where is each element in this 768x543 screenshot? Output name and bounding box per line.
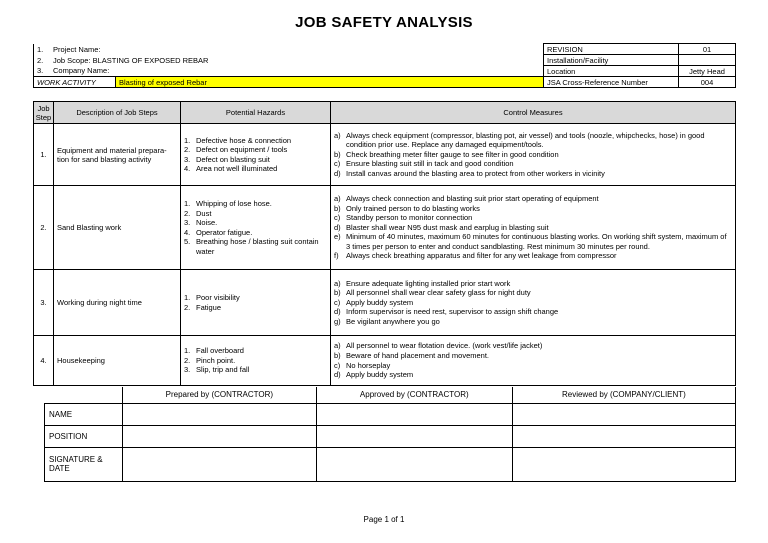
col-hazards: Potential Hazards [181, 102, 331, 124]
control-letter: d) [334, 222, 341, 232]
control-letter: g) [334, 316, 341, 326]
page-title: JOB SAFETY ANALYSIS [295, 14, 473, 31]
step-controls [331, 186, 736, 270]
header-row-number: 3. [37, 66, 44, 76]
control-list [334, 279, 732, 327]
control-text: Always check connection and blasting suit prior start operating of equipment [346, 193, 599, 203]
hazard-text: Dust [196, 208, 212, 218]
step-number: 1. [34, 124, 54, 186]
hazard-list [184, 136, 327, 174]
position-row-label: POSITION [45, 425, 123, 447]
jsa-ref-value: 004 [679, 77, 736, 88]
hazard-number: 1. [184, 293, 191, 302]
control-text: Blaster shall wear N95 dust mask and earplug in blasting suit [346, 222, 549, 232]
control-item [334, 204, 732, 214]
header-row-3 [34, 66, 544, 77]
step-number: 4. [34, 336, 54, 386]
control-text: Inform supervisor is need rest, supervisor to assign shift change [346, 307, 559, 317]
col-job-step: Job Step [34, 102, 54, 124]
job-step-row [34, 270, 736, 336]
project-name-label: Project Name: [53, 44, 101, 54]
hazard-number: 4. [184, 227, 191, 237]
job-scope-label: Job Scope: BLASTING OF EXPOSED REBAR [53, 55, 209, 65]
signoff-table [44, 387, 736, 482]
company-name-label: Company Name: [53, 66, 110, 76]
hazard-number: 4. [184, 164, 191, 173]
job-steps-body [34, 124, 736, 386]
control-text: Apply buddy system [346, 297, 414, 307]
control-item [334, 307, 732, 317]
hazard-text: Slip, trip and fall [196, 365, 250, 375]
control-letter: c) [334, 297, 341, 307]
hazard-text: Fall overboard [196, 346, 244, 356]
hazard-item [184, 346, 327, 356]
step-number: 3. [34, 270, 54, 336]
reviewed-position-cell[interactable] [512, 425, 735, 447]
signoff-corner [45, 387, 123, 403]
control-letter: d) [334, 168, 341, 178]
control-letter: a) [334, 341, 341, 351]
hazard-number: 1. [184, 199, 191, 208]
hazard-item [184, 237, 327, 256]
header-row-number: 1. [37, 44, 44, 54]
hazard-text: Whipping of lose hose. [196, 199, 272, 208]
control-letter: c) [334, 360, 341, 370]
hazard-list [184, 293, 327, 312]
work-activity-value: Blasting of exposed Rebar [116, 77, 544, 88]
control-item [334, 251, 732, 261]
step-hazards [181, 270, 331, 336]
control-item [334, 232, 732, 251]
hazard-text: Poor visibility [196, 293, 240, 302]
control-item [334, 194, 732, 204]
control-letter: b) [334, 288, 341, 298]
jsa-ref-label: JSA Cross-Reference Number [544, 77, 679, 88]
reviewed-signature-cell[interactable] [512, 447, 735, 481]
job-step-row [34, 186, 736, 270]
hazard-number: 3. [184, 154, 191, 164]
control-letter: b) [334, 203, 341, 213]
control-item [334, 351, 732, 361]
step-description: Sand Blasting work [54, 186, 181, 270]
hazard-item [184, 303, 327, 313]
hazard-list [184, 346, 327, 375]
hazard-list [184, 199, 327, 256]
control-text: Always check breathing apparatus and filter for any wet leakage from compressor [346, 251, 617, 261]
col-description: Description of Job Steps [54, 102, 181, 124]
step-hazards [181, 186, 331, 270]
control-item [334, 341, 732, 351]
approved-position-cell[interactable] [316, 425, 512, 447]
control-letter: a) [334, 193, 341, 203]
step-hazards [181, 336, 331, 386]
control-text: Only trained person to do blasting works [346, 203, 480, 213]
step-controls [331, 270, 736, 336]
reviewed-name-cell[interactable] [512, 403, 735, 425]
control-letter: c) [334, 213, 341, 223]
location-value: Jetty Head [679, 66, 736, 77]
hazard-text: Fatigue [196, 302, 222, 312]
hazard-item [184, 218, 327, 228]
control-letter: c) [334, 159, 341, 169]
approved-signature-cell[interactable] [316, 447, 512, 481]
prepared-by-header: Prepared by (CONTRACTOR) [123, 387, 317, 403]
control-item [334, 279, 732, 289]
project-info-table [33, 43, 736, 88]
hazard-text: Breathing hose / blasting suit contain water [196, 237, 319, 256]
hazard-number: 2. [184, 302, 191, 312]
hazard-item [184, 209, 327, 219]
header-row-1 [34, 44, 544, 55]
revision-label: REVISION [544, 44, 679, 55]
hazard-item [184, 293, 327, 303]
hazard-text: Defective hose & connection [196, 135, 292, 145]
control-letter: a) [334, 130, 341, 140]
job-step-row [34, 336, 736, 386]
hazard-text: Noise. [196, 218, 218, 227]
control-list [334, 341, 732, 379]
hazard-item [184, 164, 327, 174]
hazard-item [184, 145, 327, 155]
hazard-number: 3. [184, 218, 191, 227]
step-controls [331, 336, 736, 386]
hazard-item [184, 228, 327, 238]
step-description: Working during night time [54, 270, 181, 336]
control-item [334, 317, 732, 327]
hazard-number: 2. [184, 355, 191, 365]
step-controls [331, 124, 736, 186]
step-number: 2. [34, 186, 54, 270]
control-item [334, 223, 732, 233]
control-item [334, 169, 732, 179]
job-steps-table [33, 101, 736, 386]
control-letter: d) [334, 307, 341, 317]
control-text: Ensure blasting suit still in tack and good condition [346, 159, 514, 169]
control-text: Be vigilant anywhere you go [346, 316, 440, 326]
hazard-number: 1. [184, 346, 191, 356]
header-row-number: 2. [37, 55, 44, 65]
facility-label: Installation/Facility [544, 55, 679, 66]
control-item [334, 150, 732, 160]
hazard-item [184, 356, 327, 366]
approved-by-header: Approved by (CONTRACTOR) [316, 387, 512, 403]
hazard-number: 1. [184, 135, 191, 145]
control-text: Minimum of 40 minutes, maximum 60 minutes for continuous blasting works. On working shift system, maximum of 3 times per person to enter and conduct sandblasting. Rest minimum 30 minutes per round. [346, 232, 727, 251]
control-item [334, 370, 732, 380]
control-item [334, 131, 732, 150]
control-text: Apply buddy system [346, 370, 414, 380]
control-text: No horseplay [346, 360, 391, 370]
hazard-number: 5. [184, 237, 191, 246]
control-text: All personnel shall wear clear safety glass for night duty [346, 288, 531, 298]
hazard-item [184, 155, 327, 165]
control-item [334, 361, 732, 371]
job-step-row [34, 124, 736, 186]
hazard-text: Pinch point. [196, 355, 236, 365]
control-text: Ensure adequate lighting installed prior start work [346, 278, 511, 288]
name-row-label: NAME [45, 403, 123, 425]
work-activity-label: WORK ACTIVITY [34, 77, 116, 88]
control-list [334, 131, 732, 179]
hazard-text: Area not well illuminated [196, 164, 278, 173]
signature-row-label: SIGNATURE & DATE [45, 447, 123, 481]
prepared-name-cell[interactable] [123, 403, 317, 425]
control-letter: d) [334, 370, 341, 380]
control-text: All personnel to wear flotation device. (work vest/life jacket) [346, 341, 543, 351]
control-letter: e) [334, 232, 341, 242]
control-letter: a) [334, 278, 341, 288]
hazard-text: Defect on equipment / tools [196, 145, 288, 154]
control-text: Check breathing meter filter gauge to see filter in good condition [346, 149, 559, 159]
step-description: Equipment and material prepara-tion for sand blasting activity [54, 124, 181, 186]
hazard-number: 2. [184, 208, 191, 218]
hazard-text: Operator fatigue. [196, 227, 253, 237]
step-hazards [181, 124, 331, 186]
control-item [334, 298, 732, 308]
control-text: Standby person to monitor connection [346, 213, 473, 223]
hazard-item [184, 365, 327, 375]
prepared-position-cell[interactable] [123, 425, 317, 447]
reviewed-by-header: Reviewed by (COMPANY/CLIENT) [512, 387, 735, 403]
hazard-number: 3. [184, 365, 191, 375]
control-text: Always check equipment (compressor, blasting pot, air vessel) and tools (noozle, whipchecks, hose) in good condition prior use. Replace any damaged equipment/tools. [346, 130, 705, 150]
control-text: Beware of hand placement and movement. [346, 350, 490, 360]
approved-name-cell[interactable] [316, 403, 512, 425]
control-text: Install canvas around the blasting area to protect from other workers in vicinity [346, 168, 605, 178]
hazard-item [184, 199, 327, 209]
step-description: Housekeeping [54, 336, 181, 386]
prepared-signature-cell[interactable] [123, 447, 317, 481]
hazard-number: 2. [184, 145, 191, 154]
facility-value [679, 55, 736, 66]
header-row-2 [34, 55, 544, 66]
col-controls: Control Measures [331, 102, 736, 124]
location-label: Location [544, 66, 679, 77]
control-item [334, 159, 732, 169]
hazard-text: Defect on blasting suit [196, 154, 270, 164]
control-letter: b) [334, 350, 341, 360]
page-footer: Page 1 of 1 [363, 515, 405, 524]
control-letter: b) [334, 149, 341, 159]
hazard-item [184, 136, 327, 146]
control-letter: f) [334, 251, 339, 261]
control-list [334, 194, 732, 261]
control-item [334, 213, 732, 223]
control-item [334, 288, 732, 298]
revision-value: 01 [679, 44, 736, 55]
